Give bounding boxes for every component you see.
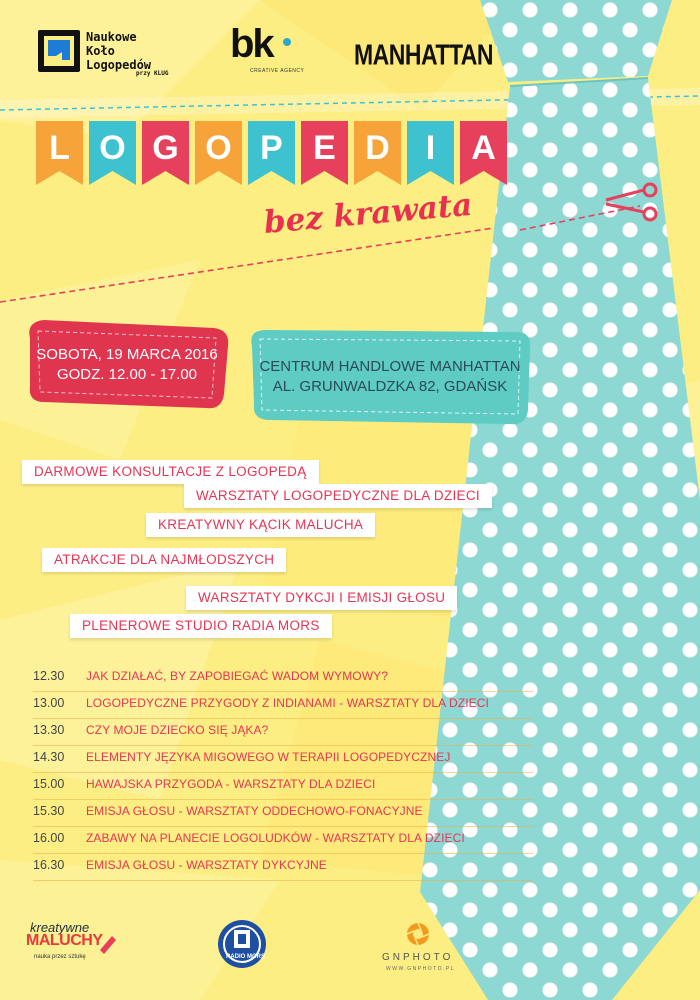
title-flag bbox=[460, 121, 507, 185]
gnphoto-logo: GNPHOTO bbox=[382, 952, 454, 963]
schedule-row bbox=[33, 692, 533, 719]
schedule-time: 16.00 bbox=[33, 831, 65, 845]
bk-logo: bk bbox=[230, 22, 273, 66]
nkl-logo-sub: przy KLUG bbox=[136, 70, 169, 77]
event-date: SOBOTA, 19 MARCA 2016 bbox=[36, 346, 218, 363]
schedule-time: 14.30 bbox=[33, 750, 65, 764]
title-bunting bbox=[36, 121, 507, 185]
bk-logo-dot-icon bbox=[283, 38, 291, 46]
event-hours: GODZ. 12.00 - 17.00 bbox=[56, 366, 198, 383]
schedule-title: LOGOPEDYCZNE PRZYGODY Z INDIANAMI - WARSZTATY DLA DZIECI bbox=[86, 696, 489, 710]
gnphoto-url: WWW.GNPHOTO.PL bbox=[386, 966, 455, 972]
title-letter: G bbox=[152, 129, 179, 167]
schedule-list bbox=[33, 665, 533, 881]
title-flag bbox=[248, 121, 295, 185]
nkl-logo-name bbox=[86, 30, 176, 72]
subtitle: bez krawata bbox=[262, 186, 474, 241]
title-flag bbox=[354, 121, 401, 185]
nkl-name-line-2: Koło bbox=[86, 44, 115, 58]
title-letter: A bbox=[471, 129, 496, 167]
schedule-time: 13.00 bbox=[33, 696, 65, 710]
event-address: AL. GRUNWALDZKA 82, GDAŃSK bbox=[272, 378, 508, 395]
title-letter: D bbox=[365, 129, 390, 167]
schedule-row bbox=[33, 773, 533, 800]
nkl-logo-icon bbox=[38, 30, 80, 72]
manhattan-logo: MANHATTAN bbox=[354, 38, 494, 71]
title-letter: O bbox=[205, 129, 232, 167]
gnphoto-logo-icon bbox=[407, 923, 429, 945]
title-letter: O bbox=[99, 129, 126, 167]
title-flag bbox=[142, 121, 189, 185]
title-letter: E bbox=[313, 129, 336, 167]
schedule-title: ZABAWY NA PLANECIE LOGOLUDKÓW - WARSZTATY DLA DZIECI bbox=[86, 831, 465, 845]
schedule-row bbox=[33, 800, 533, 827]
kreatywne-maluchy-logo: MALUCHY bbox=[26, 932, 103, 949]
schedule-time: 15.30 bbox=[33, 804, 65, 818]
schedule-time: 13.30 bbox=[33, 723, 65, 737]
title-flag bbox=[407, 121, 454, 185]
schedule-row bbox=[33, 854, 533, 881]
feature-item: KREATYWNY KĄCIK MALUCHA bbox=[146, 513, 375, 537]
schedule-row bbox=[33, 746, 533, 773]
radio-mors-label: RADIO MORS bbox=[226, 954, 265, 960]
date-badge bbox=[34, 345, 220, 385]
schedule-time: 16.30 bbox=[33, 858, 65, 872]
nkl-name-line-1: Naukowe bbox=[86, 30, 137, 44]
title-flag bbox=[36, 121, 83, 185]
schedule-title: JAK DZIAŁAĆ, BY ZAPOBIEGAĆ WADOM WYMOWY? bbox=[86, 669, 389, 683]
feature-item: PLENEROWE STUDIO RADIA MORS bbox=[70, 614, 332, 638]
schedule-time: 15.00 bbox=[33, 777, 65, 791]
radio-mors-logo bbox=[218, 920, 266, 968]
schedule-row bbox=[33, 665, 533, 692]
schedule-row bbox=[33, 827, 533, 854]
title-letter: L bbox=[49, 129, 70, 167]
kreatywne-maluchy-sub: nauka przez sztukę bbox=[34, 954, 86, 960]
kreatywne-maluchy-logo-top: kreatywne bbox=[30, 920, 90, 935]
schedule-title: CZY MOJE DZIECKO SIĘ JĄKA? bbox=[86, 723, 269, 737]
feature-item: ATRAKCJE DLA NAJMŁODSZYCH bbox=[42, 548, 286, 572]
event-venue: CENTRUM HANDLOWE MANHATTAN bbox=[259, 358, 521, 375]
title-letter: I bbox=[425, 129, 436, 167]
venue-badge bbox=[255, 357, 525, 397]
title-flag bbox=[89, 121, 136, 185]
schedule-title: EMISJA GŁOSU - WARSZTATY ODDECHOWO-FONACYJNE bbox=[86, 804, 423, 818]
feature-item: WARSZTATY DYKCJI I EMISJI GŁOSU bbox=[186, 586, 457, 610]
schedule-title: ELEMENTY JĘZYKA MIGOWEGO W TERAPII LOGOPEDYCZNEJ bbox=[86, 750, 451, 764]
bk-logo-sub: CREATIVE AGENCY bbox=[250, 68, 305, 74]
schedule-title: EMISJA GŁOSU - WARSZTATY DYKCYJNE bbox=[86, 858, 327, 872]
schedule-title: HAWAJSKA PRZYGODA - WARSZTATY DLA DZIECI bbox=[86, 777, 376, 791]
feature-item: DARMOWE KONSULTACJE Z LOGOPEDĄ bbox=[22, 460, 319, 484]
feature-item: WARSZTATY LOGOPEDYCZNE DLA DZIECI bbox=[184, 484, 492, 508]
title-flag bbox=[301, 121, 348, 185]
schedule-time: 12.30 bbox=[33, 669, 65, 683]
schedule-row bbox=[33, 719, 533, 746]
title-letter: P bbox=[260, 129, 283, 167]
title-flag bbox=[195, 121, 242, 185]
nkl-name-line-3: Logopedów bbox=[86, 58, 152, 72]
